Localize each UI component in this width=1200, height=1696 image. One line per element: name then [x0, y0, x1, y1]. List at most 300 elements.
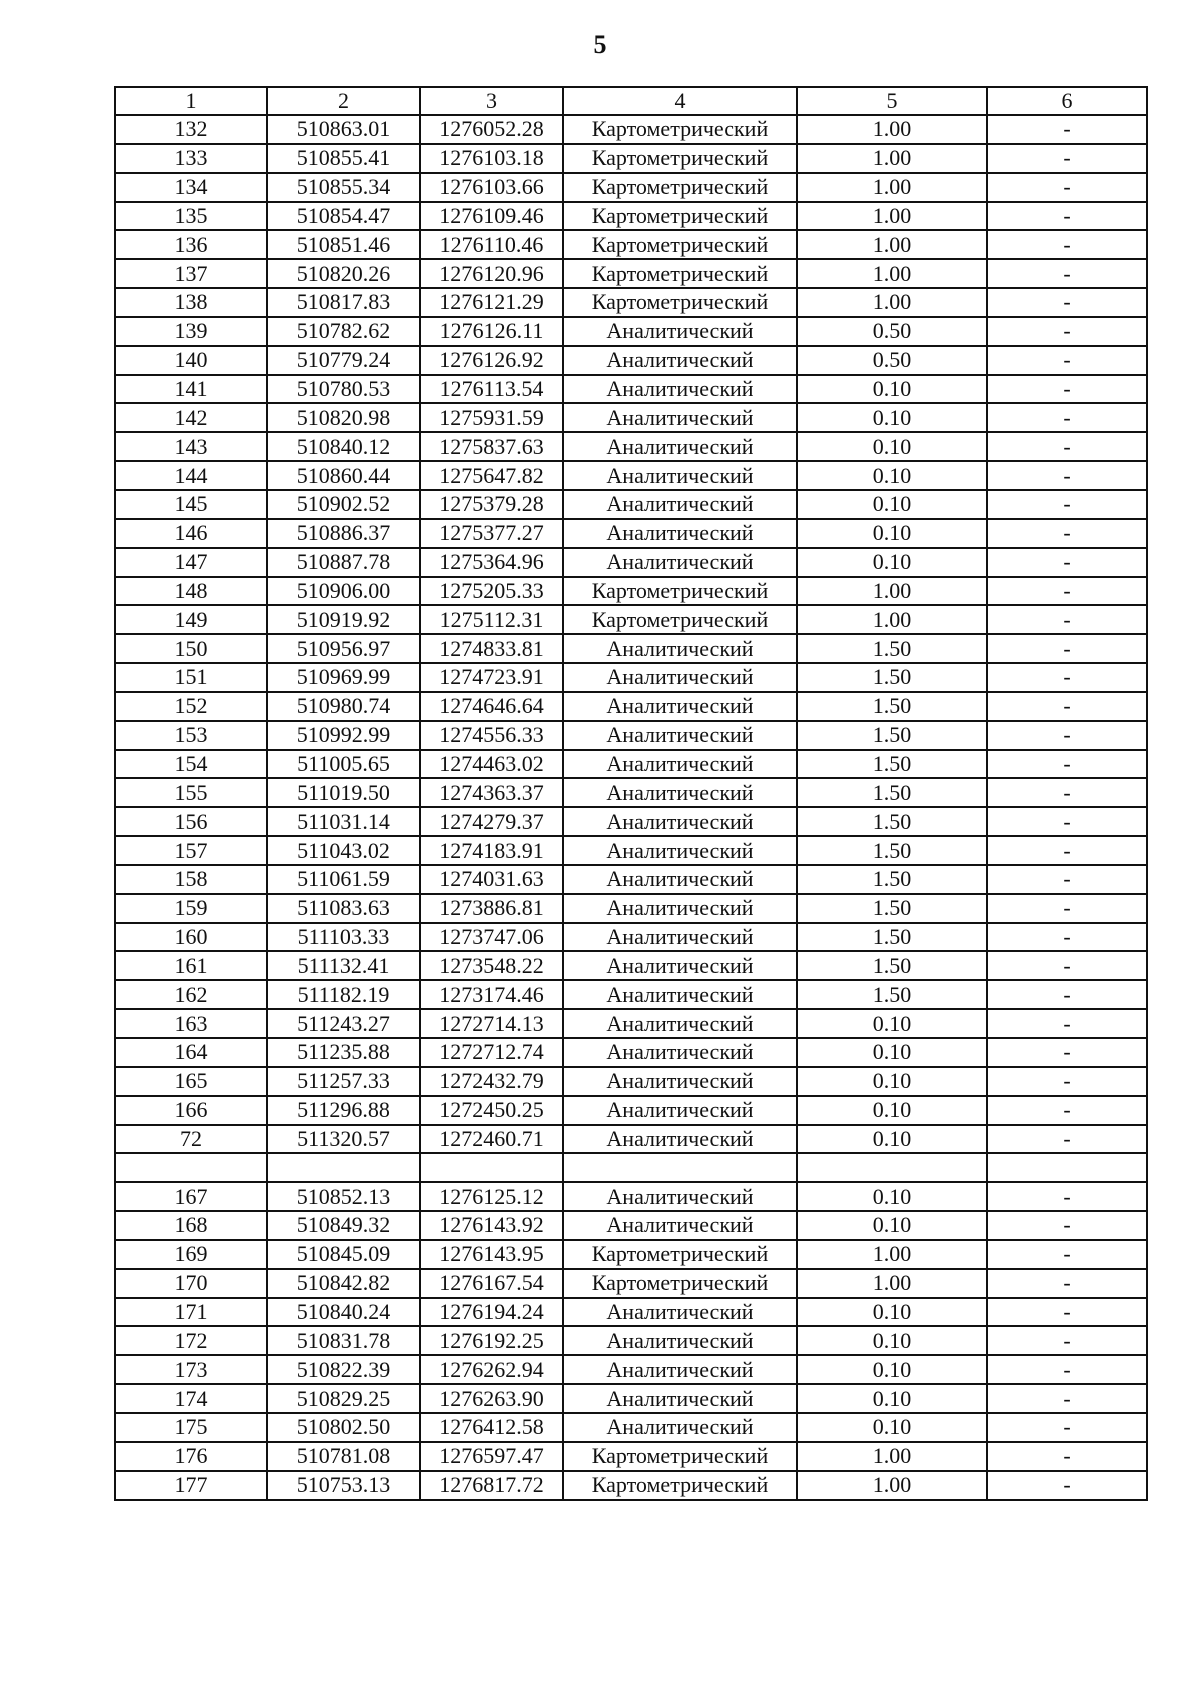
note-cell: - — [987, 980, 1147, 1009]
method-cell: Аналитический — [563, 461, 797, 490]
point-number-cell: 157 — [115, 836, 267, 865]
method-cell: Аналитический — [563, 721, 797, 750]
accuracy-cell: 0.10 — [797, 490, 987, 519]
table-row — [115, 1067, 1147, 1096]
point-number-cell: 165 — [115, 1067, 267, 1096]
method-cell: Аналитический — [563, 1038, 797, 1067]
method-cell: Аналитический — [563, 634, 797, 663]
note-cell: - — [987, 1182, 1147, 1211]
accuracy-cell: 1.50 — [797, 663, 987, 692]
x-coordinate-cell: 510780.53 — [267, 375, 420, 404]
note-cell: - — [987, 346, 1147, 375]
note-cell: - — [987, 807, 1147, 836]
accuracy-cell: 1.50 — [797, 894, 987, 923]
method-cell: Аналитический — [563, 750, 797, 779]
method-cell: Картометрический — [563, 230, 797, 259]
y-coordinate-cell: 1274723.91 — [420, 663, 563, 692]
x-coordinate-cell: 510820.26 — [267, 259, 420, 288]
accuracy-cell: 1.00 — [797, 1240, 987, 1269]
y-coordinate-cell: 1272712.74 — [420, 1038, 563, 1067]
point-number-cell: 135 — [115, 202, 267, 231]
point-number-cell: 162 — [115, 980, 267, 1009]
point-number-cell: 176 — [115, 1442, 267, 1471]
table-row — [115, 1211, 1147, 1240]
y-coordinate-cell: 1276192.25 — [420, 1326, 563, 1355]
table-row — [115, 1442, 1147, 1471]
note-cell: - — [987, 115, 1147, 144]
note-cell: - — [987, 230, 1147, 259]
method-cell: Аналитический — [563, 1009, 797, 1038]
y-coordinate-cell: 1275379.28 — [420, 490, 563, 519]
method-cell: Аналитический — [563, 865, 797, 894]
point-number-cell: 159 — [115, 894, 267, 923]
point-number-cell: 172 — [115, 1326, 267, 1355]
point-number-cell: 150 — [115, 634, 267, 663]
table-row — [115, 1153, 1147, 1182]
point-number-cell: 145 — [115, 490, 267, 519]
x-coordinate-cell: 510831.78 — [267, 1326, 420, 1355]
x-coordinate-cell: 511103.33 — [267, 923, 420, 952]
method-cell: Картометрический — [563, 577, 797, 606]
x-coordinate-cell: 510860.44 — [267, 461, 420, 490]
point-number-cell: 153 — [115, 721, 267, 750]
point-number-cell: 160 — [115, 923, 267, 952]
note-cell: - — [987, 894, 1147, 923]
table-row — [115, 1471, 1147, 1500]
table-row — [115, 432, 1147, 461]
note-cell: - — [987, 288, 1147, 317]
note-cell: - — [987, 548, 1147, 577]
table-row — [115, 923, 1147, 952]
method-cell: Картометрический — [563, 1269, 797, 1298]
accuracy-cell: 1.00 — [797, 1471, 987, 1500]
point-number-cell: 143 — [115, 432, 267, 461]
note-cell: - — [987, 1096, 1147, 1125]
method-cell: Аналитический — [563, 778, 797, 807]
note-cell: - — [987, 1471, 1147, 1500]
table-row — [115, 1125, 1147, 1154]
point-number-cell: 177 — [115, 1471, 267, 1500]
table-row — [115, 490, 1147, 519]
y-coordinate-cell: 1275837.63 — [420, 432, 563, 461]
y-coordinate-cell: 1272714.13 — [420, 1009, 563, 1038]
accuracy-cell: 0.10 — [797, 1125, 987, 1154]
x-coordinate-cell: 510802.50 — [267, 1413, 420, 1442]
accuracy-cell: 1.50 — [797, 951, 987, 980]
accuracy-cell: 0.10 — [797, 1298, 987, 1327]
point-number-cell: 136 — [115, 230, 267, 259]
x-coordinate-cell: 510829.25 — [267, 1384, 420, 1413]
note-cell: - — [987, 1067, 1147, 1096]
note-cell: - — [987, 1269, 1147, 1298]
table-row — [115, 807, 1147, 836]
column-header-2: 2 — [267, 87, 420, 115]
accuracy-cell: 0.10 — [797, 1009, 987, 1038]
accuracy-cell: 0.10 — [797, 519, 987, 548]
coordinates-table — [114, 86, 1148, 1501]
y-coordinate-cell: 1275647.82 — [420, 461, 563, 490]
column-header-1: 1 — [115, 87, 267, 115]
method-cell: Картометрический — [563, 173, 797, 202]
point-number-cell: 132 — [115, 115, 267, 144]
point-number-cell: 173 — [115, 1355, 267, 1384]
table-row — [115, 1269, 1147, 1298]
y-coordinate-cell: 1274183.91 — [420, 836, 563, 865]
method-cell: Аналитический — [563, 1067, 797, 1096]
table-row — [115, 836, 1147, 865]
point-number-cell: 167 — [115, 1182, 267, 1211]
y-coordinate-cell: 1276120.96 — [420, 259, 563, 288]
accuracy-cell: 1.50 — [797, 865, 987, 894]
note-cell — [987, 1153, 1147, 1182]
y-coordinate-cell: 1276194.24 — [420, 1298, 563, 1327]
point-number-cell: 154 — [115, 750, 267, 779]
point-number-cell: 175 — [115, 1413, 267, 1442]
accuracy-cell: 1.00 — [797, 1269, 987, 1298]
y-coordinate-cell: 1276103.66 — [420, 173, 563, 202]
point-number-cell: 156 — [115, 807, 267, 836]
x-coordinate-cell: 510817.83 — [267, 288, 420, 317]
note-cell: - — [987, 951, 1147, 980]
accuracy-cell: 1.00 — [797, 577, 987, 606]
method-cell: Аналитический — [563, 951, 797, 980]
note-cell: - — [987, 1413, 1147, 1442]
y-coordinate-cell: 1276167.54 — [420, 1269, 563, 1298]
point-number-cell: 169 — [115, 1240, 267, 1269]
y-coordinate-cell: 1276597.47 — [420, 1442, 563, 1471]
point-number-cell: 146 — [115, 519, 267, 548]
column-header-4: 4 — [563, 87, 797, 115]
y-coordinate-cell: 1276817.72 — [420, 1471, 563, 1500]
method-cell: Аналитический — [563, 403, 797, 432]
y-coordinate-cell: 1276126.11 — [420, 317, 563, 346]
accuracy-cell — [797, 1153, 987, 1182]
point-number-cell: 174 — [115, 1384, 267, 1413]
point-number-cell — [115, 1153, 267, 1182]
method-cell: Картометрический — [563, 144, 797, 173]
column-header-6: 6 — [987, 87, 1147, 115]
y-coordinate-cell: 1272460.71 — [420, 1125, 563, 1154]
accuracy-cell: 1.00 — [797, 173, 987, 202]
note-cell: - — [987, 1384, 1147, 1413]
table-row — [115, 894, 1147, 923]
point-number-cell: 164 — [115, 1038, 267, 1067]
method-cell: Картометрический — [563, 605, 797, 634]
y-coordinate-cell: 1276110.46 — [420, 230, 563, 259]
point-number-cell: 147 — [115, 548, 267, 577]
method-cell: Картометрический — [563, 1240, 797, 1269]
column-header-5: 5 — [797, 87, 987, 115]
note-cell: - — [987, 403, 1147, 432]
note-cell: - — [987, 173, 1147, 202]
method-cell: Аналитический — [563, 1298, 797, 1327]
accuracy-cell: 0.50 — [797, 346, 987, 375]
x-coordinate-cell — [267, 1153, 420, 1182]
accuracy-cell: 0.10 — [797, 375, 987, 404]
method-cell: Аналитический — [563, 317, 797, 346]
x-coordinate-cell: 511235.88 — [267, 1038, 420, 1067]
y-coordinate-cell: 1276143.92 — [420, 1211, 563, 1240]
table-row — [115, 548, 1147, 577]
point-number-cell: 158 — [115, 865, 267, 894]
y-coordinate-cell: 1274646.64 — [420, 692, 563, 721]
accuracy-cell: 0.10 — [797, 403, 987, 432]
point-number-cell: 148 — [115, 577, 267, 606]
method-cell: Аналитический — [563, 490, 797, 519]
point-number-cell: 168 — [115, 1211, 267, 1240]
y-coordinate-cell: 1276263.90 — [420, 1384, 563, 1413]
table-row — [115, 202, 1147, 231]
y-coordinate-cell: 1273886.81 — [420, 894, 563, 923]
note-cell: - — [987, 1125, 1147, 1154]
x-coordinate-cell: 510919.92 — [267, 605, 420, 634]
table-row — [115, 173, 1147, 202]
method-cell: Аналитический — [563, 1182, 797, 1211]
x-coordinate-cell: 510782.62 — [267, 317, 420, 346]
x-coordinate-cell: 511061.59 — [267, 865, 420, 894]
point-number-cell: 149 — [115, 605, 267, 634]
method-cell: Аналитический — [563, 1096, 797, 1125]
accuracy-cell: 1.00 — [797, 115, 987, 144]
note-cell: - — [987, 1009, 1147, 1038]
point-number-cell: 161 — [115, 951, 267, 980]
accuracy-cell: 1.50 — [797, 807, 987, 836]
method-cell: Аналитический — [563, 519, 797, 548]
y-coordinate-cell: 1276125.12 — [420, 1182, 563, 1211]
note-cell: - — [987, 750, 1147, 779]
table-row — [115, 461, 1147, 490]
x-coordinate-cell: 510849.32 — [267, 1211, 420, 1240]
table-row — [115, 230, 1147, 259]
method-cell: Аналитический — [563, 807, 797, 836]
method-cell: Аналитический — [563, 1326, 797, 1355]
x-coordinate-cell: 511320.57 — [267, 1125, 420, 1154]
note-cell: - — [987, 778, 1147, 807]
method-cell: Аналитический — [563, 1384, 797, 1413]
method-cell: Аналитический — [563, 346, 797, 375]
accuracy-cell: 0.10 — [797, 1413, 987, 1442]
accuracy-cell: 1.00 — [797, 230, 987, 259]
accuracy-cell: 0.10 — [797, 432, 987, 461]
accuracy-cell: 1.50 — [797, 634, 987, 663]
note-cell: - — [987, 865, 1147, 894]
method-cell: Аналитический — [563, 548, 797, 577]
x-coordinate-cell: 511043.02 — [267, 836, 420, 865]
accuracy-cell: 0.10 — [797, 1326, 987, 1355]
x-coordinate-cell: 511005.65 — [267, 750, 420, 779]
note-cell: - — [987, 1298, 1147, 1327]
note-cell: - — [987, 923, 1147, 952]
method-cell: Картометрический — [563, 1471, 797, 1500]
note-cell: - — [987, 144, 1147, 173]
y-coordinate-cell: 1276113.54 — [420, 375, 563, 404]
accuracy-cell: 1.00 — [797, 144, 987, 173]
point-number-cell: 142 — [115, 403, 267, 432]
accuracy-cell: 0.50 — [797, 317, 987, 346]
accuracy-cell: 1.50 — [797, 836, 987, 865]
method-cell: Аналитический — [563, 1125, 797, 1154]
x-coordinate-cell: 511182.19 — [267, 980, 420, 1009]
x-coordinate-cell: 510779.24 — [267, 346, 420, 375]
table-row — [115, 663, 1147, 692]
method-cell: Картометрический — [563, 202, 797, 231]
table-row — [115, 1326, 1147, 1355]
x-coordinate-cell: 510820.98 — [267, 403, 420, 432]
note-cell: - — [987, 721, 1147, 750]
y-coordinate-cell: 1276103.18 — [420, 144, 563, 173]
accuracy-cell: 1.00 — [797, 202, 987, 231]
table-row — [115, 750, 1147, 779]
method-cell: Картометрический — [563, 115, 797, 144]
table-row — [115, 288, 1147, 317]
table-row — [115, 1298, 1147, 1327]
x-coordinate-cell: 510855.41 — [267, 144, 420, 173]
x-coordinate-cell: 510854.47 — [267, 202, 420, 231]
accuracy-cell: 1.00 — [797, 605, 987, 634]
accuracy-cell: 1.50 — [797, 778, 987, 807]
note-cell: - — [987, 461, 1147, 490]
x-coordinate-cell: 510855.34 — [267, 173, 420, 202]
note-cell: - — [987, 836, 1147, 865]
method-cell: Аналитический — [563, 980, 797, 1009]
y-coordinate-cell: 1274363.37 — [420, 778, 563, 807]
table-row — [115, 778, 1147, 807]
y-coordinate-cell: 1275377.27 — [420, 519, 563, 548]
y-coordinate-cell: 1272450.25 — [420, 1096, 563, 1125]
table-row — [115, 259, 1147, 288]
table-row — [115, 692, 1147, 721]
method-cell: Аналитический — [563, 432, 797, 461]
note-cell: - — [987, 259, 1147, 288]
point-number-cell: 170 — [115, 1269, 267, 1298]
note-cell: - — [987, 605, 1147, 634]
table-row — [115, 1384, 1147, 1413]
x-coordinate-cell: 510886.37 — [267, 519, 420, 548]
accuracy-cell: 1.50 — [797, 923, 987, 952]
x-coordinate-cell: 511031.14 — [267, 807, 420, 836]
x-coordinate-cell: 510781.08 — [267, 1442, 420, 1471]
method-cell — [563, 1153, 797, 1182]
point-number-cell: 151 — [115, 663, 267, 692]
point-number-cell: 166 — [115, 1096, 267, 1125]
accuracy-cell: 1.50 — [797, 692, 987, 721]
x-coordinate-cell: 511243.27 — [267, 1009, 420, 1038]
method-cell: Картометрический — [563, 288, 797, 317]
point-number-cell: 133 — [115, 144, 267, 173]
note-cell: - — [987, 577, 1147, 606]
x-coordinate-cell: 511083.63 — [267, 894, 420, 923]
accuracy-cell: 0.10 — [797, 461, 987, 490]
accuracy-cell: 1.50 — [797, 721, 987, 750]
method-cell: Аналитический — [563, 375, 797, 404]
y-coordinate-cell: 1276121.29 — [420, 288, 563, 317]
table-row — [115, 1038, 1147, 1067]
note-cell: - — [987, 1240, 1147, 1269]
table-row — [115, 144, 1147, 173]
point-number-cell: 152 — [115, 692, 267, 721]
table-row — [115, 115, 1147, 144]
method-cell: Аналитический — [563, 663, 797, 692]
x-coordinate-cell: 510956.97 — [267, 634, 420, 663]
table-row — [115, 980, 1147, 1009]
table-row — [115, 721, 1147, 750]
page-number: 5 — [593, 30, 607, 59]
accuracy-cell: 0.10 — [797, 1384, 987, 1413]
y-coordinate-cell: 1274463.02 — [420, 750, 563, 779]
point-number-cell: 144 — [115, 461, 267, 490]
x-coordinate-cell: 510822.39 — [267, 1355, 420, 1384]
x-coordinate-cell: 511257.33 — [267, 1067, 420, 1096]
point-number-cell: 138 — [115, 288, 267, 317]
table-row — [115, 577, 1147, 606]
point-number-cell: 139 — [115, 317, 267, 346]
y-coordinate-cell: 1275112.31 — [420, 605, 563, 634]
method-cell: Картометрический — [563, 1442, 797, 1471]
table-header-row — [115, 87, 1147, 115]
x-coordinate-cell: 510992.99 — [267, 721, 420, 750]
y-coordinate-cell: 1276412.58 — [420, 1413, 563, 1442]
table-row — [115, 1240, 1147, 1269]
method-cell: Аналитический — [563, 894, 797, 923]
x-coordinate-cell: 511296.88 — [267, 1096, 420, 1125]
y-coordinate-cell: 1274833.81 — [420, 634, 563, 663]
accuracy-cell: 0.10 — [797, 1096, 987, 1125]
table-row — [115, 1413, 1147, 1442]
y-coordinate-cell: 1276262.94 — [420, 1355, 563, 1384]
y-coordinate-cell: 1272432.79 — [420, 1067, 563, 1096]
accuracy-cell: 1.00 — [797, 259, 987, 288]
point-number-cell: 171 — [115, 1298, 267, 1327]
note-cell: - — [987, 519, 1147, 548]
point-number-cell: 163 — [115, 1009, 267, 1038]
y-coordinate-cell: 1275364.96 — [420, 548, 563, 577]
accuracy-cell: 0.10 — [797, 1182, 987, 1211]
method-cell: Аналитический — [563, 836, 797, 865]
accuracy-cell: 0.10 — [797, 1038, 987, 1067]
method-cell: Картометрический — [563, 259, 797, 288]
column-header-3: 3 — [420, 87, 563, 115]
x-coordinate-cell: 510980.74 — [267, 692, 420, 721]
x-coordinate-cell: 510842.82 — [267, 1269, 420, 1298]
note-cell: - — [987, 663, 1147, 692]
table-row — [115, 1182, 1147, 1211]
point-number-cell: 134 — [115, 173, 267, 202]
point-number-cell: 140 — [115, 346, 267, 375]
x-coordinate-cell: 510902.52 — [267, 490, 420, 519]
point-number-cell: 72 — [115, 1125, 267, 1154]
table-row — [115, 1355, 1147, 1384]
accuracy-cell: 0.10 — [797, 548, 987, 577]
accuracy-cell: 0.10 — [797, 1067, 987, 1096]
y-coordinate-cell: 1273747.06 — [420, 923, 563, 952]
accuracy-cell: 1.00 — [797, 1442, 987, 1471]
x-coordinate-cell: 511132.41 — [267, 951, 420, 980]
x-coordinate-cell: 511019.50 — [267, 778, 420, 807]
note-cell: - — [987, 375, 1147, 404]
accuracy-cell: 1.50 — [797, 750, 987, 779]
y-coordinate-cell: 1273548.22 — [420, 951, 563, 980]
y-coordinate-cell: 1273174.46 — [420, 980, 563, 1009]
table-row — [115, 375, 1147, 404]
table-row — [115, 865, 1147, 894]
table-row — [115, 605, 1147, 634]
y-coordinate-cell: 1274556.33 — [420, 721, 563, 750]
note-cell: - — [987, 1442, 1147, 1471]
table-row — [115, 1096, 1147, 1125]
y-coordinate-cell: 1276109.46 — [420, 202, 563, 231]
table-row — [115, 519, 1147, 548]
note-cell: - — [987, 1038, 1147, 1067]
